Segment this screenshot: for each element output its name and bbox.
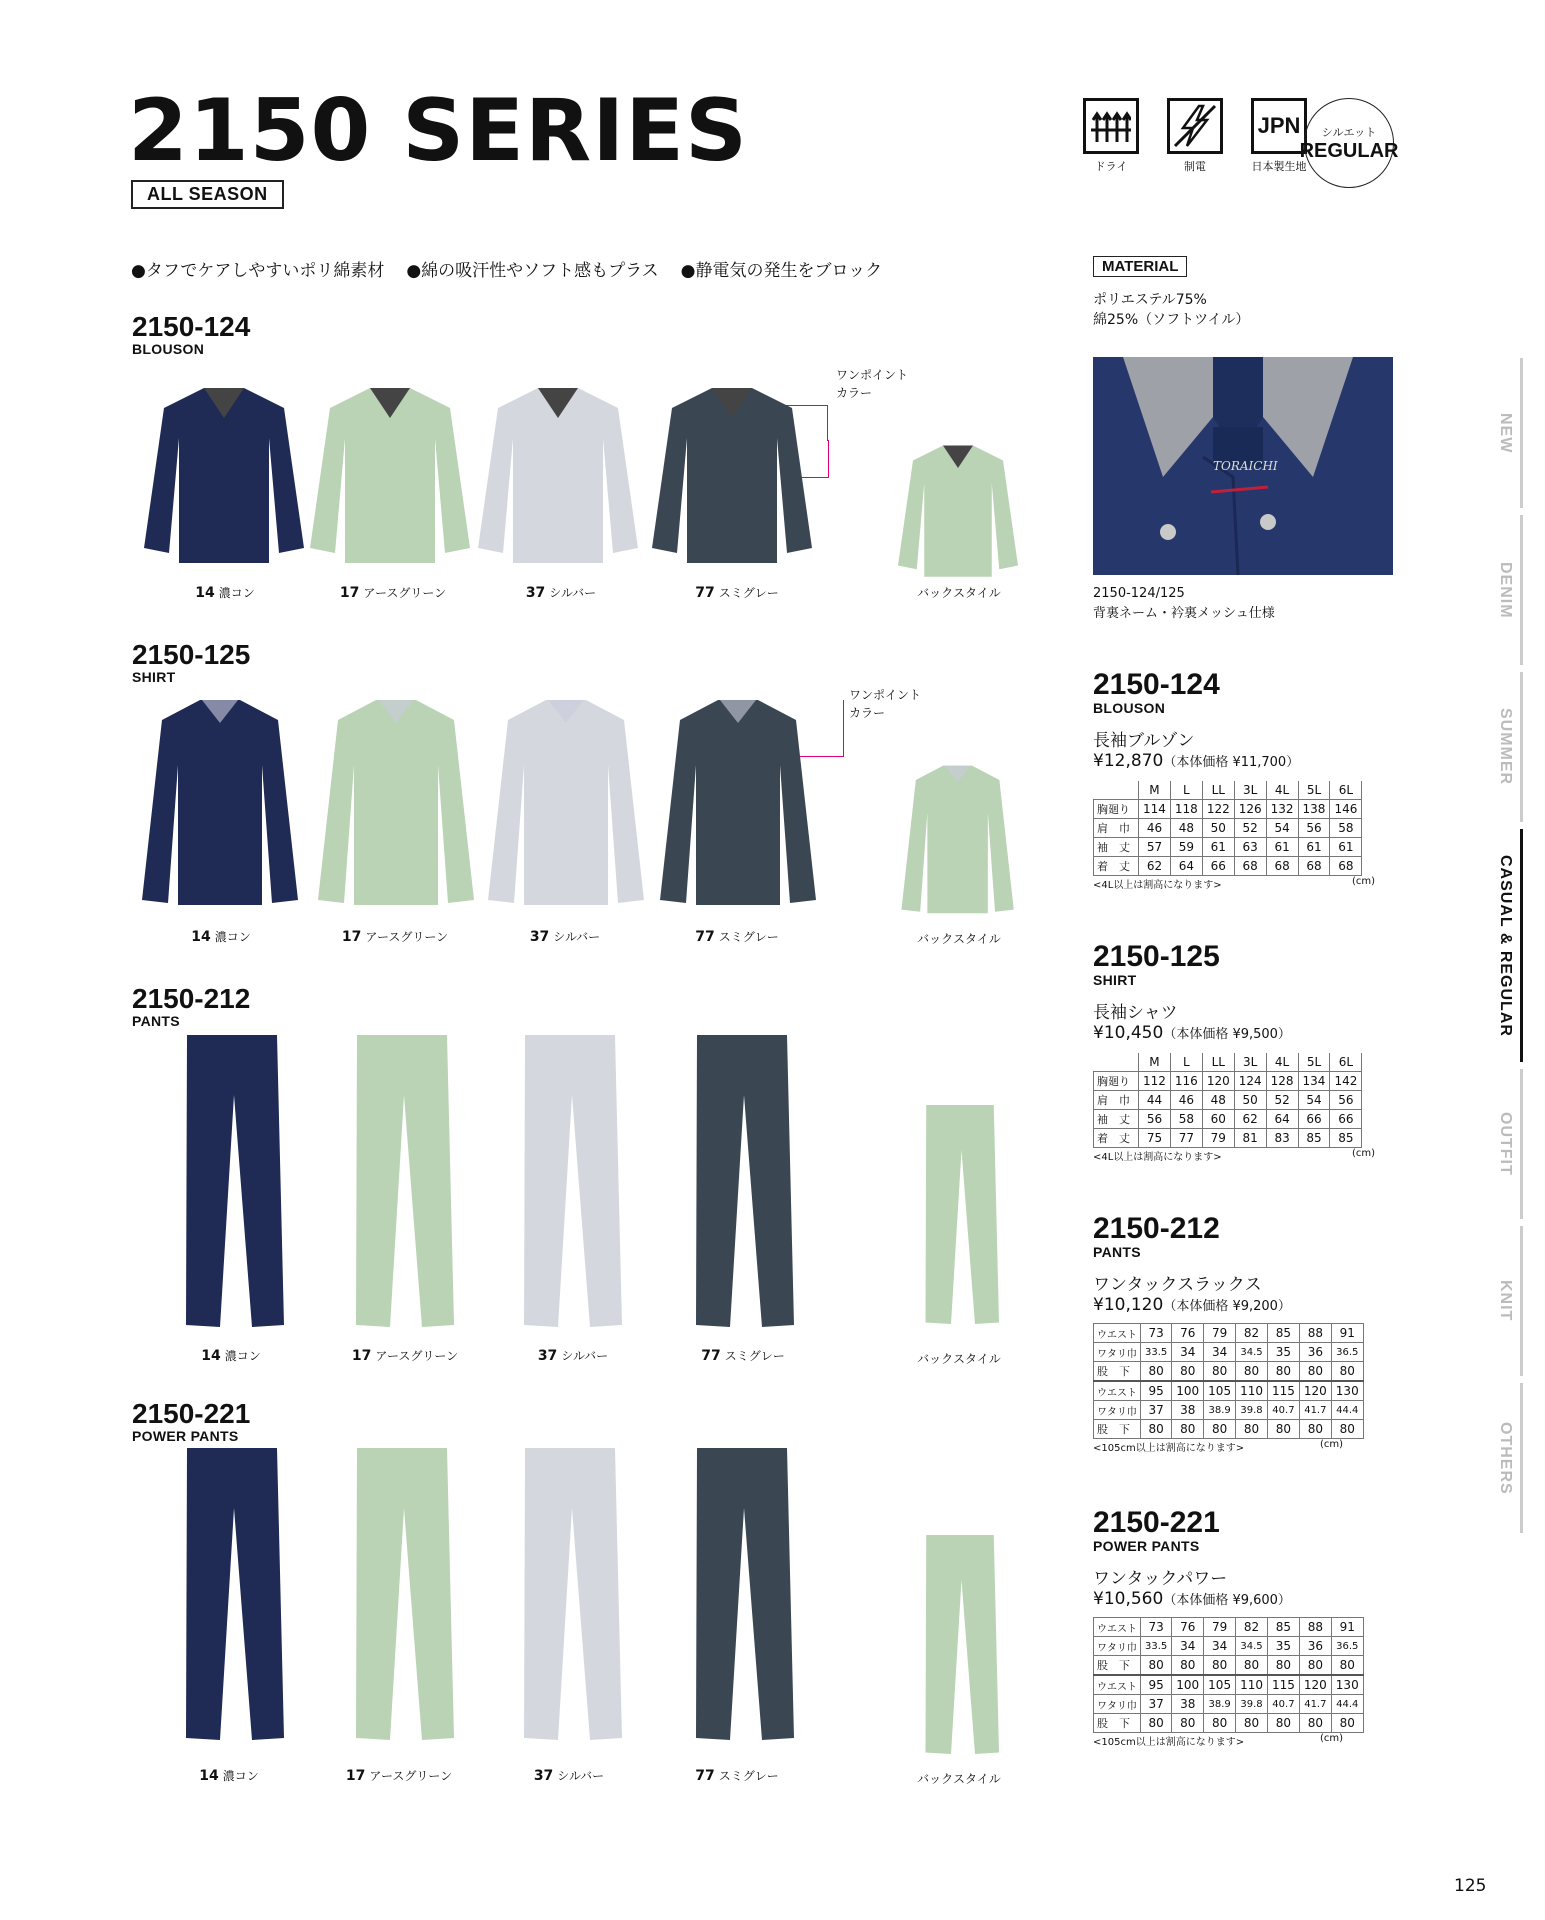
size-head-cell: 4L bbox=[1266, 781, 1298, 800]
spec-type: PANTS bbox=[1093, 1244, 1141, 1260]
color-caption: 14 濃コン bbox=[201, 1348, 261, 1364]
spec-price: ¥10,120（本体価格 ¥9,200） bbox=[1093, 1295, 1291, 1315]
size-cell: 62 bbox=[1234, 1110, 1266, 1129]
size-row-label: ウエスト bbox=[1094, 1618, 1141, 1637]
size-head-cell: M bbox=[1139, 1053, 1171, 1072]
size-cell: 80 bbox=[1204, 1656, 1236, 1676]
size-row bbox=[1094, 838, 1362, 857]
garment-blouson-77 bbox=[652, 378, 817, 568]
size-row-label: 股 下 bbox=[1094, 1362, 1141, 1382]
size-cell: 80 bbox=[1267, 1362, 1299, 1382]
size-row bbox=[1094, 819, 1362, 838]
size-cell: 68 bbox=[1234, 857, 1266, 876]
spec-jp-name: 長袖ブルゾン bbox=[1093, 731, 1195, 751]
side-tab[interactable]: DENIM bbox=[1490, 515, 1523, 665]
spec-model: 2150-221 bbox=[1093, 1506, 1220, 1539]
size-cell: 80 bbox=[1331, 1420, 1363, 1439]
size-cell: 80 bbox=[1331, 1714, 1363, 1733]
size-row-label: ウエスト bbox=[1094, 1324, 1141, 1343]
size-cell: 68 bbox=[1266, 857, 1298, 876]
size-cell: 138 bbox=[1298, 800, 1330, 819]
size-cell: 142 bbox=[1330, 1072, 1362, 1091]
season-badge: ALL SEASON bbox=[131, 180, 284, 209]
size-cell: 134 bbox=[1298, 1072, 1330, 1091]
size-cell: 95 bbox=[1141, 1675, 1172, 1695]
spec-type: BLOUSON bbox=[1093, 700, 1166, 716]
garment-shirt-37 bbox=[486, 695, 651, 910]
spec-model: 2150-125 bbox=[1093, 940, 1220, 973]
size-cell: 80 bbox=[1141, 1656, 1172, 1676]
size-cell: 66 bbox=[1298, 1110, 1330, 1129]
spec-model: 2150-124 bbox=[1093, 668, 1220, 701]
size-cell: 60 bbox=[1202, 1110, 1234, 1129]
size-head-cell: L bbox=[1170, 1053, 1202, 1072]
back-caption: バックスタイル bbox=[917, 932, 1001, 946]
size-cell: 34.5 bbox=[1236, 1343, 1268, 1362]
size-cell: 80 bbox=[1299, 1656, 1331, 1676]
size-row bbox=[1094, 1618, 1364, 1637]
spec-price: ¥12,870（本体価格 ¥11,700） bbox=[1093, 751, 1300, 771]
size-cell: 44.4 bbox=[1331, 1695, 1363, 1714]
color-caption: 77 スミグレー bbox=[695, 1768, 779, 1784]
size-cell: 80 bbox=[1172, 1420, 1204, 1439]
size-header-row bbox=[1094, 781, 1362, 800]
size-cell: 80 bbox=[1141, 1420, 1172, 1439]
size-cell: 116 bbox=[1170, 1072, 1202, 1091]
garment-pants-back bbox=[915, 1105, 1005, 1330]
spec-jp-name: ワンタックスラックス bbox=[1093, 1275, 1262, 1295]
size-cell: 34 bbox=[1204, 1343, 1236, 1362]
size-row bbox=[1094, 1091, 1362, 1110]
back-caption: バックスタイル bbox=[917, 1772, 1001, 1786]
color-caption: 14 濃コン bbox=[191, 929, 251, 945]
garment-pants-14 bbox=[172, 1035, 292, 1330]
size-row-label: 着 丈 bbox=[1094, 857, 1139, 876]
spec-type: SHIRT bbox=[1093, 972, 1137, 988]
product-spec-212 bbox=[1093, 1214, 1364, 1454]
size-cell: 59 bbox=[1170, 838, 1202, 857]
size-cell: 80 bbox=[1236, 1420, 1268, 1439]
size-cell: 61 bbox=[1330, 838, 1362, 857]
size-cell: 41.7 bbox=[1299, 1401, 1331, 1420]
spec-jp-name: 長袖シャツ bbox=[1093, 1003, 1178, 1023]
back-caption: バックスタイル bbox=[917, 586, 1001, 600]
size-cell: 48 bbox=[1202, 1091, 1234, 1110]
size-row-label: 肩 巾 bbox=[1094, 1091, 1139, 1110]
size-cell: 33.5 bbox=[1141, 1637, 1172, 1656]
size-cell: 39.8 bbox=[1236, 1695, 1268, 1714]
size-cell: 126 bbox=[1234, 800, 1266, 819]
garment-powerpants-back bbox=[915, 1535, 1005, 1760]
size-cell: 80 bbox=[1299, 1362, 1331, 1382]
garment-powerpants-37 bbox=[510, 1448, 630, 1743]
size-cell: 91 bbox=[1331, 1618, 1363, 1637]
garment-pants-17 bbox=[342, 1035, 462, 1330]
garment-blouson-37 bbox=[478, 378, 643, 568]
size-cell: 68 bbox=[1298, 857, 1330, 876]
size-cell: 80 bbox=[1236, 1362, 1268, 1382]
detail-photo bbox=[1093, 357, 1393, 575]
size-row bbox=[1094, 1324, 1364, 1343]
onepoint-note: ワンポイント カラー bbox=[836, 368, 909, 400]
size-head-cell: M bbox=[1139, 781, 1171, 800]
size-row-label: ワタリ巾 bbox=[1094, 1637, 1141, 1656]
size-row bbox=[1094, 1110, 1362, 1129]
feature-icons bbox=[1076, 98, 1314, 174]
size-table bbox=[1093, 1053, 1362, 1148]
color-caption: 77 スミグレー bbox=[695, 585, 779, 601]
size-cell: 61 bbox=[1266, 838, 1298, 857]
size-cell: 110 bbox=[1236, 1381, 1268, 1401]
size-cell: 82 bbox=[1236, 1618, 1268, 1637]
size-cell: 81 bbox=[1234, 1129, 1266, 1148]
size-row-label: 肩 巾 bbox=[1094, 819, 1139, 838]
color-caption: 37 シルバー bbox=[525, 585, 597, 601]
color-caption: 77 スミグレー bbox=[695, 929, 779, 945]
section-heading: 2150-212 PANTS bbox=[132, 983, 251, 1029]
size-cell: 110 bbox=[1236, 1675, 1268, 1695]
size-cell: 80 bbox=[1141, 1714, 1172, 1733]
size-row-label: ウエスト bbox=[1094, 1381, 1141, 1401]
size-row-label: 袖 丈 bbox=[1094, 838, 1139, 857]
section-heading: 2150-125 SHIRT bbox=[132, 639, 251, 685]
spec-jp-name: ワンタックパワー bbox=[1093, 1569, 1228, 1589]
size-cell: 58 bbox=[1170, 1110, 1202, 1129]
color-caption: 17 アースグリーン bbox=[351, 1348, 459, 1364]
size-table bbox=[1093, 781, 1362, 876]
size-row bbox=[1094, 1381, 1364, 1401]
garment-pants-37 bbox=[510, 1035, 630, 1330]
size-cell: 62 bbox=[1139, 857, 1171, 876]
material-text: ポリエステル75% 綿25%（ソフトツイル） bbox=[1093, 292, 1250, 328]
size-cell: 39.8 bbox=[1236, 1401, 1268, 1420]
size-cell: 57 bbox=[1139, 838, 1171, 857]
size-row bbox=[1094, 800, 1362, 819]
spec-price: ¥10,450（本体価格 ¥9,500） bbox=[1093, 1023, 1291, 1043]
garment-powerpants-77 bbox=[682, 1448, 802, 1743]
product-spec-125 bbox=[1093, 942, 1375, 1163]
size-cell: 36.5 bbox=[1331, 1637, 1363, 1656]
size-row bbox=[1094, 1343, 1364, 1362]
size-cell: 80 bbox=[1141, 1362, 1172, 1382]
size-note: <4L以上は割高になります> (cm) bbox=[1093, 1148, 1375, 1163]
material-label: MATERIAL bbox=[1093, 256, 1187, 277]
size-cell: 58 bbox=[1330, 819, 1362, 838]
size-note: <4L以上は割高になります> (cm) bbox=[1093, 876, 1375, 891]
size-note: <105cm以上は割高になります> (cm) bbox=[1093, 1733, 1343, 1748]
color-caption: 37 シルバー bbox=[537, 1348, 609, 1364]
size-cell: 130 bbox=[1331, 1675, 1363, 1695]
feature-item: ●タフでケアしやすいポリ綿素材 bbox=[131, 261, 385, 281]
color-caption: 37 シルバー bbox=[529, 929, 601, 945]
size-cell: 80 bbox=[1236, 1714, 1268, 1733]
size-row bbox=[1094, 857, 1362, 876]
size-cell: 88 bbox=[1299, 1324, 1331, 1343]
size-cell: 85 bbox=[1330, 1129, 1362, 1148]
size-cell: 36 bbox=[1299, 1637, 1331, 1656]
size-cell: 56 bbox=[1139, 1110, 1171, 1129]
size-row bbox=[1094, 1420, 1364, 1439]
size-cell: 38.9 bbox=[1204, 1695, 1236, 1714]
size-head-cell: 6L bbox=[1330, 1053, 1362, 1072]
feature-item: ●綿の吸汗性やソフト感もプラス bbox=[406, 261, 659, 281]
size-cell: 146 bbox=[1330, 800, 1362, 819]
size-cell: 64 bbox=[1266, 1110, 1298, 1129]
size-cell: 79 bbox=[1204, 1618, 1236, 1637]
size-cell: 34.5 bbox=[1236, 1637, 1268, 1656]
size-cell: 100 bbox=[1172, 1381, 1204, 1401]
size-cell: 36.5 bbox=[1331, 1343, 1363, 1362]
size-cell: 54 bbox=[1298, 1091, 1330, 1110]
section-heading: 2150-221 POWER PANTS bbox=[132, 1398, 251, 1444]
size-cell: 34 bbox=[1204, 1637, 1236, 1656]
color-caption: 37 シルバー bbox=[533, 1768, 605, 1784]
side-tab[interactable]: SUMMER bbox=[1490, 672, 1523, 822]
size-cell: 80 bbox=[1172, 1714, 1204, 1733]
size-cell: 80 bbox=[1267, 1420, 1299, 1439]
size-row bbox=[1094, 1362, 1364, 1382]
size-cell: 80 bbox=[1267, 1656, 1299, 1676]
garment-powerpants-17 bbox=[342, 1448, 462, 1743]
size-cell: 35 bbox=[1267, 1343, 1299, 1362]
garment-blouson-17 bbox=[310, 378, 475, 568]
color-caption: 17 アースグリーン bbox=[339, 585, 447, 601]
size-cell: 85 bbox=[1298, 1129, 1330, 1148]
size-cell: 38.9 bbox=[1204, 1401, 1236, 1420]
product-spec-124 bbox=[1093, 670, 1375, 891]
size-cell: 40.7 bbox=[1267, 1401, 1299, 1420]
spec-price: ¥10,560（本体価格 ¥9,600） bbox=[1093, 1589, 1291, 1609]
size-cell: 114 bbox=[1139, 800, 1171, 819]
size-row-label: 胸廻り bbox=[1094, 1072, 1139, 1091]
size-table bbox=[1093, 1323, 1364, 1439]
size-cell: 68 bbox=[1330, 857, 1362, 876]
size-cell: 80 bbox=[1172, 1362, 1204, 1382]
back-caption: バックスタイル bbox=[917, 1352, 1001, 1366]
size-head-cell: LL bbox=[1202, 781, 1234, 800]
jpn-icon: JPN bbox=[1251, 98, 1307, 154]
size-cell: 105 bbox=[1204, 1381, 1236, 1401]
size-cell: 79 bbox=[1202, 1129, 1234, 1148]
size-head-cell: 3L bbox=[1234, 1053, 1266, 1072]
size-cell: 85 bbox=[1267, 1618, 1299, 1637]
size-cell: 37 bbox=[1141, 1695, 1172, 1714]
size-cell: 64 bbox=[1170, 857, 1202, 876]
garment-shirt-14 bbox=[140, 695, 305, 910]
dry-icon-label: ドライ bbox=[1094, 160, 1128, 173]
size-header-row bbox=[1094, 1053, 1362, 1072]
size-row bbox=[1094, 1695, 1364, 1714]
size-cell: 44.4 bbox=[1331, 1401, 1363, 1420]
size-cell: 118 bbox=[1170, 800, 1202, 819]
size-cell: 83 bbox=[1266, 1129, 1298, 1148]
size-cell: 80 bbox=[1204, 1362, 1236, 1382]
size-cell: 112 bbox=[1139, 1072, 1171, 1091]
size-row-label: ウエスト bbox=[1094, 1675, 1141, 1695]
size-head-cell: 3L bbox=[1234, 781, 1266, 800]
color-caption: 77 スミグレー bbox=[701, 1348, 785, 1364]
side-tab[interactable]: OTHERS bbox=[1490, 1383, 1523, 1533]
size-cell: 61 bbox=[1298, 838, 1330, 857]
antistatic-icon-label: 制電 bbox=[1184, 160, 1206, 173]
size-cell: 56 bbox=[1298, 819, 1330, 838]
size-cell: 79 bbox=[1204, 1324, 1236, 1343]
size-cell: 35 bbox=[1267, 1637, 1299, 1656]
size-cell: 63 bbox=[1234, 838, 1266, 857]
size-cell: 34 bbox=[1172, 1637, 1204, 1656]
size-cell: 73 bbox=[1141, 1324, 1172, 1343]
size-row-label: 着 丈 bbox=[1094, 1129, 1139, 1148]
size-cell: 46 bbox=[1170, 1091, 1202, 1110]
size-cell: 80 bbox=[1331, 1362, 1363, 1382]
size-cell: 82 bbox=[1236, 1324, 1268, 1343]
color-caption: 14 濃コン bbox=[199, 1768, 259, 1784]
size-cell: 80 bbox=[1299, 1714, 1331, 1733]
size-cell: 130 bbox=[1331, 1381, 1363, 1401]
size-cell: 91 bbox=[1331, 1324, 1363, 1343]
size-head-cell: 5L bbox=[1298, 1053, 1330, 1072]
size-row-label: 胸廻り bbox=[1094, 800, 1139, 819]
size-cell: 38 bbox=[1172, 1401, 1204, 1420]
size-cell: 34 bbox=[1172, 1343, 1204, 1362]
size-cell: 61 bbox=[1202, 838, 1234, 857]
garment-powerpants-14 bbox=[172, 1448, 292, 1743]
size-cell: 66 bbox=[1330, 1110, 1362, 1129]
size-cell: 100 bbox=[1172, 1675, 1204, 1695]
size-cell: 80 bbox=[1299, 1420, 1331, 1439]
brand-logo: TORAICHI bbox=[1213, 459, 1278, 473]
spec-type: POWER PANTS bbox=[1093, 1538, 1200, 1554]
size-cell: 52 bbox=[1234, 819, 1266, 838]
side-tab[interactable]: NEW bbox=[1490, 358, 1523, 508]
size-cell: 75 bbox=[1139, 1129, 1171, 1148]
size-cell: 122 bbox=[1202, 800, 1234, 819]
size-cell: 52 bbox=[1266, 1091, 1298, 1110]
size-cell: 46 bbox=[1139, 819, 1171, 838]
spec-model: 2150-212 bbox=[1093, 1212, 1220, 1245]
silhouette-badge: シルエット REGULAR bbox=[1304, 98, 1394, 188]
antistatic-icon bbox=[1167, 98, 1223, 154]
section-heading: 2150-124 BLOUSON bbox=[132, 311, 251, 357]
garment-blouson-14 bbox=[144, 378, 309, 568]
size-row-label: 袖 丈 bbox=[1094, 1110, 1139, 1129]
size-cell: 115 bbox=[1267, 1381, 1299, 1401]
garment-shirt-77 bbox=[658, 695, 823, 910]
size-row-label: 股 下 bbox=[1094, 1656, 1141, 1676]
size-cell: 80 bbox=[1236, 1656, 1268, 1676]
garment-shirt-17 bbox=[316, 695, 481, 910]
size-row bbox=[1094, 1401, 1364, 1420]
size-cell: 40.7 bbox=[1267, 1695, 1299, 1714]
size-row-label: 股 下 bbox=[1094, 1420, 1141, 1439]
garment-shirt-back bbox=[900, 762, 1025, 922]
size-cell: 128 bbox=[1266, 1072, 1298, 1091]
size-row bbox=[1094, 1656, 1364, 1676]
size-head-cell: 4L bbox=[1266, 1053, 1298, 1072]
color-caption: 14 濃コン bbox=[195, 585, 255, 601]
color-caption: 17 アースグリーン bbox=[345, 1768, 453, 1784]
size-cell: 85 bbox=[1267, 1324, 1299, 1343]
size-row bbox=[1094, 1714, 1364, 1733]
size-row bbox=[1094, 1675, 1364, 1695]
size-cell: 41.7 bbox=[1299, 1695, 1331, 1714]
size-cell: 115 bbox=[1267, 1675, 1299, 1695]
garment-pants-77 bbox=[682, 1035, 802, 1330]
size-cell: 76 bbox=[1172, 1618, 1204, 1637]
size-cell: 37 bbox=[1141, 1401, 1172, 1420]
size-cell: 66 bbox=[1202, 857, 1234, 876]
size-cell: 80 bbox=[1267, 1714, 1299, 1733]
size-cell: 80 bbox=[1331, 1656, 1363, 1676]
size-cell: 80 bbox=[1172, 1656, 1204, 1676]
size-cell: 33.5 bbox=[1141, 1343, 1172, 1362]
garment-blouson-back bbox=[898, 438, 1023, 578]
side-tab[interactable]: OUTFIT bbox=[1490, 1069, 1523, 1219]
product-spec-221 bbox=[1093, 1508, 1364, 1748]
size-cell: 38 bbox=[1172, 1695, 1204, 1714]
size-row bbox=[1094, 1072, 1362, 1091]
size-row-label: ワタリ巾 bbox=[1094, 1401, 1141, 1420]
side-tab-active[interactable]: CASUAL & REGULAR bbox=[1490, 829, 1523, 1062]
size-cell: 77 bbox=[1170, 1129, 1202, 1148]
page-title: 2150 SERIES bbox=[128, 81, 748, 181]
size-cell: 120 bbox=[1299, 1675, 1331, 1695]
size-head-cell: LL bbox=[1202, 1053, 1234, 1072]
size-cell: 44 bbox=[1139, 1091, 1171, 1110]
detail-caption: 2150-124/125 背裏ネーム・衿裏メッシュ仕様 bbox=[1093, 586, 1275, 621]
size-cell: 50 bbox=[1202, 819, 1234, 838]
size-cell: 56 bbox=[1330, 1091, 1362, 1110]
size-row-label: ワタリ巾 bbox=[1094, 1343, 1141, 1362]
size-cell: 88 bbox=[1299, 1618, 1331, 1637]
size-cell: 48 bbox=[1170, 819, 1202, 838]
color-caption: 17 アースグリーン bbox=[341, 929, 449, 945]
size-cell: 124 bbox=[1234, 1072, 1266, 1091]
size-head-cell: 6L bbox=[1330, 781, 1362, 800]
size-row bbox=[1094, 1637, 1364, 1656]
size-cell: 36 bbox=[1299, 1343, 1331, 1362]
size-head-cell: L bbox=[1170, 781, 1202, 800]
size-table bbox=[1093, 1617, 1364, 1733]
jpn-icon-label: 日本製生地 bbox=[1251, 160, 1307, 173]
size-cell: 95 bbox=[1141, 1381, 1172, 1401]
size-cell: 73 bbox=[1141, 1618, 1172, 1637]
page-number: 125 bbox=[1454, 1876, 1487, 1896]
size-cell: 120 bbox=[1299, 1381, 1331, 1401]
size-note: <105cm以上は割高になります> (cm) bbox=[1093, 1439, 1343, 1454]
size-cell: 132 bbox=[1266, 800, 1298, 819]
size-cell: 50 bbox=[1234, 1091, 1266, 1110]
size-head-cell: 5L bbox=[1298, 781, 1330, 800]
onepoint-note: ワンポイント カラー bbox=[849, 688, 922, 720]
side-tab[interactable]: KNIT bbox=[1490, 1226, 1523, 1376]
size-cell: 54 bbox=[1266, 819, 1298, 838]
feature-item: ●静電気の発生をブロック bbox=[680, 261, 883, 281]
size-row bbox=[1094, 1129, 1362, 1148]
size-cell: 120 bbox=[1202, 1072, 1234, 1091]
size-row-label: 股 下 bbox=[1094, 1714, 1141, 1733]
size-cell: 105 bbox=[1204, 1675, 1236, 1695]
size-cell: 76 bbox=[1172, 1324, 1204, 1343]
size-cell: 80 bbox=[1204, 1714, 1236, 1733]
size-cell: 80 bbox=[1204, 1420, 1236, 1439]
size-row-label: ワタリ巾 bbox=[1094, 1695, 1141, 1714]
